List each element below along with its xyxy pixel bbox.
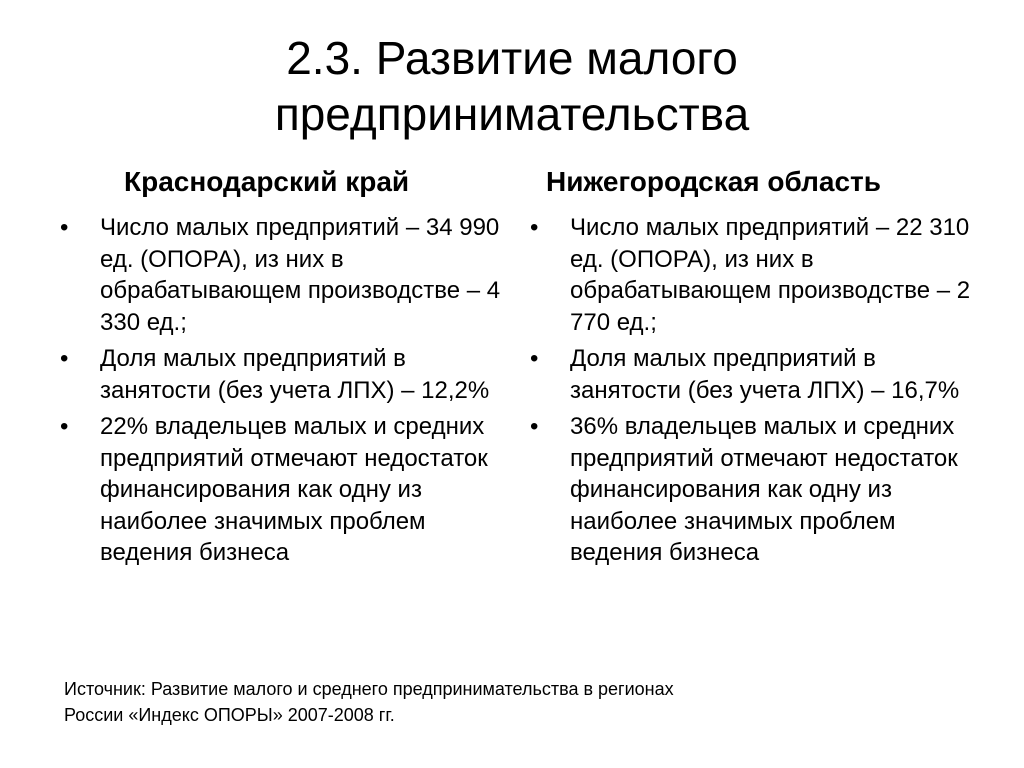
slide-title <box>0 30 1024 142</box>
bullet-item <box>526 343 976 406</box>
source-line-2: России «Индекс ОПОРЫ» 2007-2008 гг. <box>64 705 395 725</box>
bullet-item <box>56 343 506 406</box>
source-line-1: Источник: Развитие малого и среднего предпринимательства в регионах <box>64 679 674 699</box>
bullet-item <box>526 411 976 569</box>
bullet-marker: • <box>60 345 69 372</box>
column-heading-krasnodar: Краснодарский край <box>124 166 410 197</box>
bullet-item <box>526 212 976 338</box>
bullet-list-nizhny-novgorod <box>526 212 976 569</box>
bullet-text: Число малых предприятий – 22 310 ед. (ОПОРА), из них в обрабатывающем производстве – 2 770 ед.; <box>570 214 971 336</box>
column-heading-nizhny-novgorod: Нижегородская область <box>546 166 881 197</box>
bullet-text: 36% владельцев малых и средних предприятий отмечают недостаток финансирования как одну из наиболее значимых проблем ведения бизнеса <box>570 413 958 566</box>
bullet-item <box>56 212 506 338</box>
slide-title-line-2: предпринимательства <box>274 88 750 140</box>
bullet-marker: • <box>60 214 69 241</box>
bullet-text: Доля малых предприятий в занятости (без учета ЛПХ) – 12,2% <box>100 345 490 404</box>
bullet-marker: • <box>60 413 69 440</box>
bullet-marker: • <box>530 214 539 241</box>
bullet-marker: • <box>530 413 539 440</box>
column-krasnodar <box>56 160 506 574</box>
slide-title-line-1: 2.3. Развитие малого <box>286 32 738 84</box>
bullet-marker: • <box>530 345 539 372</box>
source-note <box>64 676 884 728</box>
bullet-text: Число малых предприятий – 34 990 ед. (ОПОРА), из них в обрабатывающем производстве – 4 330 ед.; <box>100 214 501 336</box>
bullet-text: Доля малых предприятий в занятости (без учета ЛПХ) – 16,7% <box>570 345 960 404</box>
bullet-text: 22% владельцев малых и средних предприятий отмечают недостаток финансирования как одну из наиболее значимых проблем ведения бизнеса <box>100 413 488 566</box>
bullet-list-krasnodar <box>56 212 506 569</box>
column-nizhny-novgorod <box>526 160 976 574</box>
bullet-item <box>56 411 506 569</box>
